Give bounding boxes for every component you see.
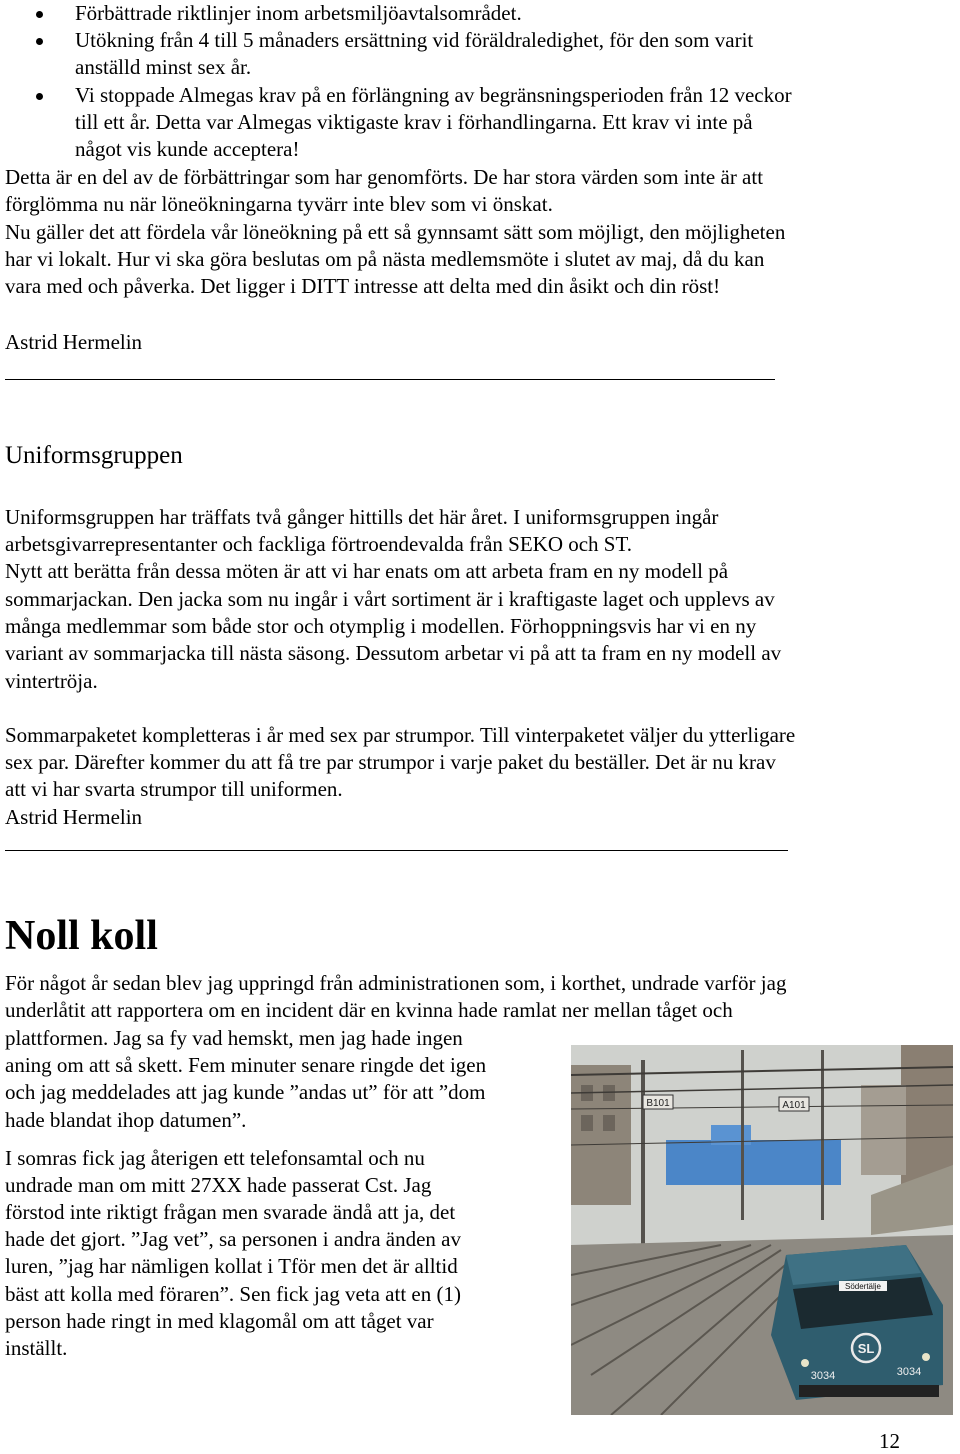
paragraph-line: undrade man om mitt 27XX hade passerat Cst. Jag bbox=[5, 1173, 432, 1197]
paragraph-line: sex par. Därefter kommer du att få tre par strumpor i varje paket du beställer. Det är nu krav bbox=[5, 750, 776, 774]
paragraph-line: vara med och påverka. Det ligger i DITT intresse att delta med din åsikt och din röst! bbox=[5, 274, 721, 298]
paragraph-line: underlåtit att rapportera om en incident där en kvinna hade ramlat ner mellan tåget och bbox=[5, 998, 733, 1022]
bullet-icon bbox=[36, 38, 43, 45]
paragraph-line: Nu gäller det att fördela vår löneökning på ett så gynnsamt sätt som möjligt, den möjligheten bbox=[5, 220, 786, 244]
bullet-line: Förbättrade riktlinjer inom arbetsmiljöavtalsområdet. bbox=[75, 1, 522, 25]
paragraph-line: Nytt att berätta från dessa möten är att vi har enats om att arbeta fram en ny modell på bbox=[5, 559, 729, 583]
page-number: 12 bbox=[879, 1429, 900, 1453]
paragraph-line: arbetsgivarrepresentanter och fackliga förtroendevalda från SEKO och ST. bbox=[5, 532, 633, 556]
paragraph-line: hade det gjort. ”Jag vet”, sa personen i andra änden av bbox=[5, 1227, 461, 1251]
paragraph-line: har vi lokalt. Hur vi ska göra beslutas om på nästa medlemsmöte i slutet av maj, då du kan bbox=[5, 247, 765, 271]
paragraph-line: sommarjackan. Den jacka som nu ingår i vårt sortiment är i kraftigaste laget och upplevs av bbox=[5, 587, 775, 611]
separator-rule bbox=[5, 379, 775, 380]
paragraph-line: Detta är en del av de förbättringar som har genomförts. De har stora värden som inte är att bbox=[5, 165, 764, 189]
bullet-icon bbox=[36, 11, 43, 18]
bullet-icon bbox=[36, 93, 43, 100]
paragraph-line: plattformen. Jag sa fy vad hemskt, men jag hade ingen bbox=[5, 1026, 463, 1050]
sl-logo: SL bbox=[857, 1341, 875, 1356]
bullet-line: Vi stoppade Almegas krav på en förlängning av begränsningsperioden från 12 veckor bbox=[75, 83, 792, 107]
paragraph-line: I somras fick jag återigen ett telefonsamtal och nu bbox=[5, 1146, 425, 1170]
signature: Astrid Hermelin bbox=[5, 805, 143, 829]
paragraph-line: aning om att så skett. Fem minuter senare ringde det igen bbox=[5, 1053, 487, 1077]
unit-number-right: 3034 bbox=[896, 1366, 922, 1378]
section-heading-noll-koll: Noll koll bbox=[5, 913, 158, 959]
destination-sign: Södertälje bbox=[844, 1282, 882, 1291]
paragraph-line: inställt. bbox=[5, 1336, 68, 1360]
paragraph-line: hade blandat ihop datumen”. bbox=[5, 1108, 247, 1132]
paragraph-line: förglömma nu när löneökningarna tyvärr inte blev som vi önskat. bbox=[5, 192, 553, 216]
paragraph-line: förstod inte riktigt frågan men svarade ändå att ja, det bbox=[5, 1200, 456, 1224]
separator-rule bbox=[5, 850, 788, 851]
paragraph-line: person hade ringt in med klagomål om att tåget var bbox=[5, 1309, 434, 1333]
paragraph-line: många medlemmar som både stor och otymplig i modellen. Förhoppningsvis har vi en ny bbox=[5, 614, 757, 638]
bullet-line: något vis kunde acceptera! bbox=[75, 137, 300, 161]
train-photo-illustration bbox=[571, 1045, 953, 1415]
track-sign-b101: B101 bbox=[646, 1098, 670, 1109]
paragraph-line: variant av sommarjacka till nästa säsong. Dessutom arbetar vi på att ta fram en ny modell av bbox=[5, 641, 782, 665]
paragraph-line: och jag meddelades att jag kunde ”andas ut” för att ”dom bbox=[5, 1080, 486, 1104]
track-sign-a101: A101 bbox=[782, 1100, 806, 1111]
section-heading-uniformsgruppen: Uniformsgruppen bbox=[5, 442, 183, 469]
paragraph-line: För något år sedan blev jag uppringd från administrationen som, i korthet, undrade varför jag bbox=[5, 971, 787, 995]
paragraph-line: Sommarpaketet kompletteras i år med sex par strumpor. Till vinterpaketet väljer du ytterligare bbox=[5, 723, 796, 747]
bullet-line: anställd minst sex år. bbox=[75, 55, 252, 79]
paragraph-line: bäst att kolla med föraren”. Sen fick jag veta att en (1) bbox=[5, 1282, 461, 1306]
paragraph-line: Uniformsgruppen har träffats två gånger hittills det här året. I uniformsgruppen ingår bbox=[5, 505, 719, 529]
unit-number-left: 3034 bbox=[810, 1370, 836, 1382]
bullet-line: Utökning från 4 till 5 månaders ersättning vid föräldraledighet, för den som varit bbox=[75, 28, 754, 52]
paragraph-line: att vi har svarta strumpor till uniformen. bbox=[5, 777, 343, 801]
bullet-line: till ett år. Detta var Almegas viktigaste krav i förhandlingarna. Ett krav vi inte på bbox=[75, 110, 753, 134]
paragraph-line: luren, ”jag har nämligen kollat i Tför men det är alltid bbox=[5, 1254, 458, 1278]
signature: Astrid Hermelin bbox=[5, 330, 143, 354]
paragraph-line: vintertröja. bbox=[5, 669, 98, 693]
train-photo bbox=[571, 1045, 953, 1415]
